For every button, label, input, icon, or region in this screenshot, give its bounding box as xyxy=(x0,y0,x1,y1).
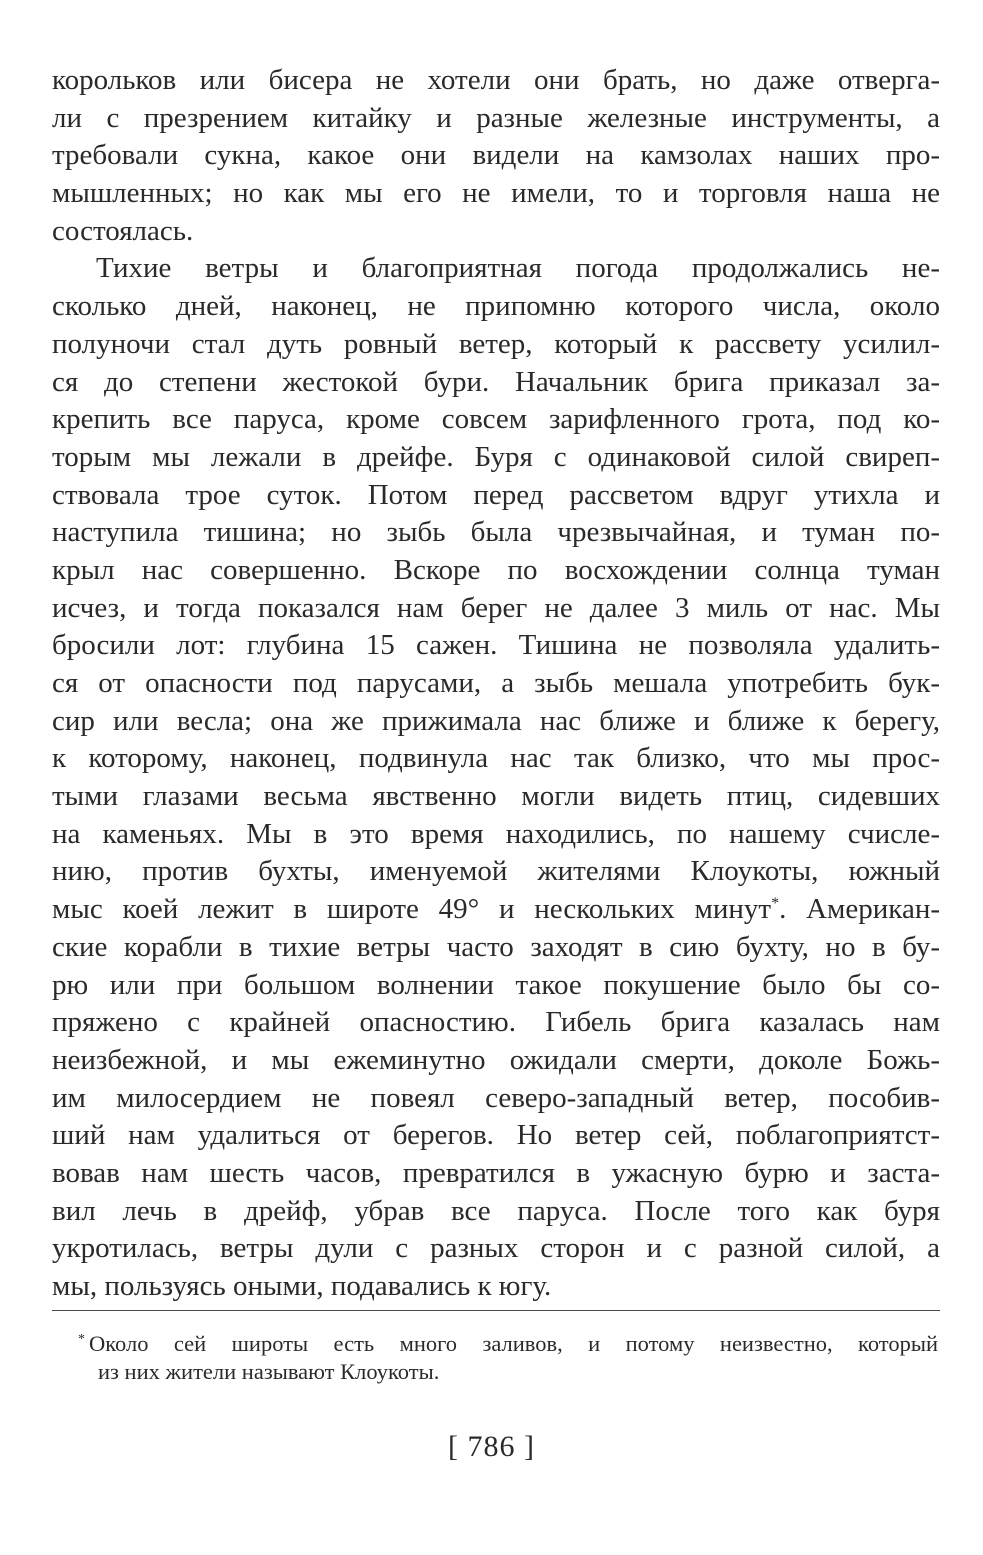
text-line xyxy=(52,137,940,175)
text-line-content: требовали сукна, какое они видели на камзолах наших про- xyxy=(52,139,940,172)
text-line-content: вовав нам шесть часов, превратился в ужасную бурю и заста- xyxy=(52,1156,940,1189)
text-line-content: сир или весла; она же прижимала нас ближе и ближе к берегу, xyxy=(52,704,940,737)
text-line xyxy=(52,477,940,515)
text-line-continuation: . Американ- xyxy=(779,893,940,926)
text-line xyxy=(52,1155,940,1193)
text-line xyxy=(52,1230,940,1268)
text-line xyxy=(52,590,940,628)
text-line-content: неизбежной, и мы ежеминутно ожидали смерти, доколе Божь- xyxy=(52,1043,940,1076)
text-line-content: ся от опасности под парусами, а зыбь мешала употребить бук- xyxy=(52,667,940,699)
text-line-content: ли с презрением китайку и разные железные инструменты, а xyxy=(52,101,940,134)
footnote-line-2: из них жители называют Клоукоты. xyxy=(98,1359,440,1384)
text-line xyxy=(52,967,940,1005)
text-line-content: тыми глазами весьма явственно могли видеть птиц, сидевших xyxy=(52,780,940,813)
text-line xyxy=(52,1193,940,1231)
text-line-content: состоялась. xyxy=(52,214,194,247)
text-line-content: крепить все паруса, кроме совсем зарифленного грота, под ко- xyxy=(52,403,940,436)
text-line-content: к которому, наконец, подвинула нас так близко, что мы прос- xyxy=(52,742,940,775)
text-line xyxy=(52,853,940,891)
text-line-content: полуночи стал дуть ровный ветер, который к рассвету усилил- xyxy=(52,327,940,360)
footnote-marker: * xyxy=(78,1332,85,1347)
text-line-content: нию, против бухты, именуемой жителями Клоукоты, южный xyxy=(52,855,940,888)
text-line xyxy=(52,1117,940,1155)
text-line xyxy=(52,514,940,552)
text-line xyxy=(52,326,940,364)
text-line-content: сколько дней, наконец, не припомню которого числа, около xyxy=(52,290,940,323)
text-line xyxy=(52,364,940,402)
text-line-content: Тихие ветры и благоприятная погода продолжались не- xyxy=(96,252,940,285)
footnote-text-1: Около сей широты есть много заливов, и потому неизвестно, который xyxy=(89,1331,938,1356)
text-line xyxy=(52,62,940,100)
text-line-content: торым мы лежали в дрейфе. Буря с одинаковой силой свиреп- xyxy=(52,440,940,473)
footnote-line-1 xyxy=(78,1324,938,1356)
text-line-content: бросили лот: глубина 15 сажен. Тишина не позволяла удалить- xyxy=(52,629,940,662)
text-line xyxy=(52,1268,940,1306)
text-line-content: вил лечь в дрейф, убрав все паруса. После того как буря xyxy=(52,1194,940,1227)
text-line xyxy=(52,665,940,703)
footnote-divider xyxy=(52,1310,940,1311)
text-line-content: им милосердием не повеял северо-западный ветер, пособив- xyxy=(52,1081,940,1114)
text-line xyxy=(52,778,940,816)
text-line-content: крыл нас совершенно. Вскоре по восхождении солнца туман xyxy=(52,553,940,586)
page-number: [ 786 ] xyxy=(448,1430,535,1463)
text-line xyxy=(52,1004,940,1042)
main-text xyxy=(52,62,940,1306)
text-line-content: мы, пользуясь оными, подавались к югу. xyxy=(52,1270,552,1302)
text-line-content: исчез, и тогда показался нам берег не далее 3 миль от нас. Мы xyxy=(52,591,940,624)
text-line-content: на каменьях. Мы в это время находились, по нашему счисле- xyxy=(52,817,940,850)
text-line-content: ствовала трое суток. Потом перед рассветом вдруг утихла и xyxy=(52,478,940,511)
text-line xyxy=(52,891,940,929)
text-line xyxy=(52,703,940,741)
text-line-content: мыс коей лежит в широте 49° и нескольких минут xyxy=(52,893,772,926)
text-line xyxy=(52,288,940,326)
text-line xyxy=(52,627,940,665)
text-line-content: корольков или бисера не хотели они брать, но даже отверга- xyxy=(52,64,940,96)
text-line-content: пряжено с крайней опасностию. Гибель брига казалась нам xyxy=(52,1006,940,1039)
text-line-content: ские корабли в тихие ветры часто заходят в сию бухту, но в бу- xyxy=(52,930,940,963)
text-line-content: ся до степени жестокой бури. Начальник брига приказал за- xyxy=(52,365,940,398)
text-line xyxy=(52,740,940,778)
text-line xyxy=(52,552,940,590)
text-line xyxy=(52,1080,940,1118)
text-line xyxy=(52,816,940,854)
text-line xyxy=(52,439,940,477)
text-line xyxy=(52,250,940,288)
text-line xyxy=(52,100,940,138)
text-line xyxy=(52,929,940,967)
text-line xyxy=(52,213,940,251)
text-line xyxy=(52,175,940,213)
footnote xyxy=(78,1324,938,1388)
text-line xyxy=(52,1042,940,1080)
text-line-content: мышленных; но как мы его не имели, то и торговля наша не xyxy=(52,177,940,210)
text-line-content: укротилась, ветры дули с разных сторон и с разной силой, а xyxy=(52,1232,940,1265)
text-line xyxy=(52,401,940,439)
text-line-content: ший нам удалиться от берегов. Но ветер сей, поблагоприятст- xyxy=(52,1119,940,1152)
footnote-reference-marker: * xyxy=(771,895,780,913)
text-line-content: наступила тишина; но зыбь была чрезвычайная, и туман по- xyxy=(52,516,940,549)
text-line-content: рю или при большом волнении такое покушение было бы со- xyxy=(52,968,940,1001)
